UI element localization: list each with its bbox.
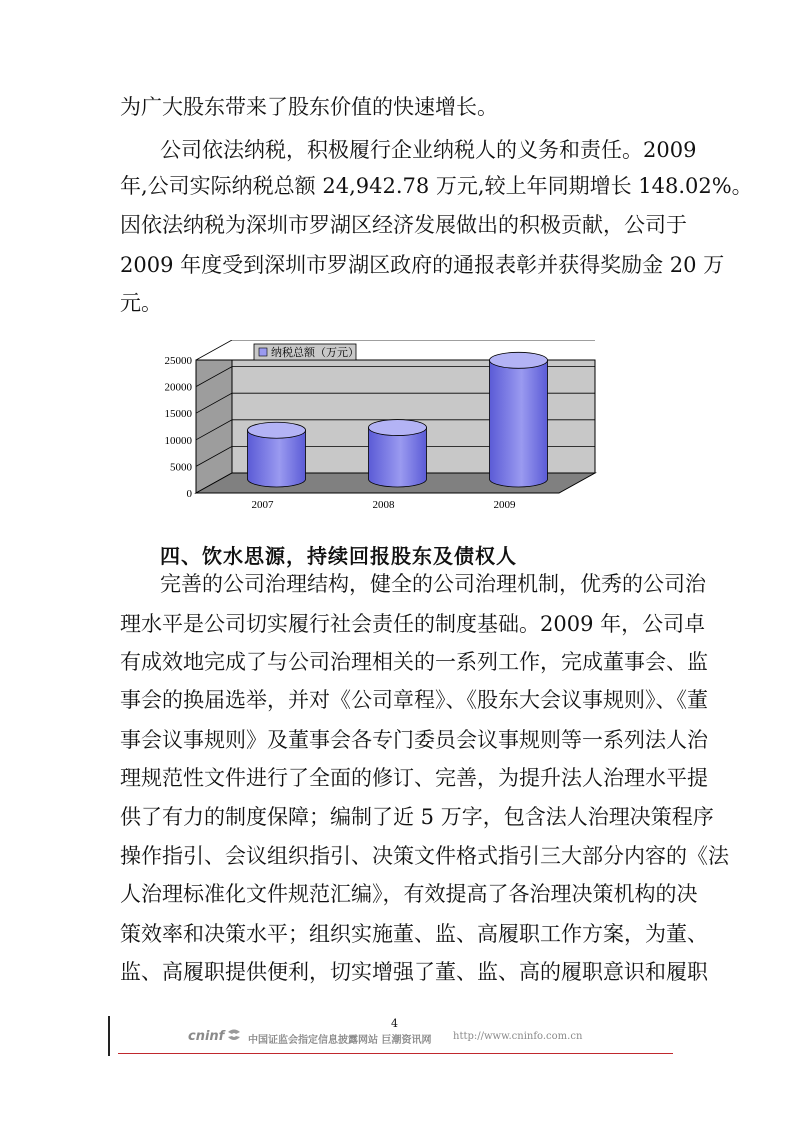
chart-bar (369, 420, 427, 487)
chart-bar-top (490, 352, 548, 368)
text-line: 有成效地完成了与公司治理相关的一系列工作，完成董事会、监 (120, 650, 708, 674)
chart-legend-label: 纳税总额（万元） (271, 346, 359, 359)
text-line: 为广大股东带来了股东价值的快速增长。 (120, 95, 498, 119)
footer-site-name: 中国证监会指定信息披露网站 巨潮资讯网 (248, 1035, 432, 1046)
text-line: 事会议事规则》及董事会各专门委员会议事规则等一系列法人治 (120, 728, 708, 752)
footer-vertical-rule (108, 1016, 110, 1056)
chart-bar-top (369, 420, 427, 436)
x-tick-label: 2009 (493, 499, 516, 511)
text-line: 策效率和决策水平；组织实施董、监、高履职工作方案，为董、 (120, 922, 708, 946)
chart-bar-body (369, 428, 427, 487)
y-tick-label: 20000 (164, 381, 192, 394)
text-line: 监、高履职提供便利，切实增强了董、监、高的履职意识和履职 (120, 960, 708, 984)
text-line: 元。 (120, 291, 162, 315)
y-tick-label: 5000 (170, 461, 192, 474)
text-line: 理水平是公司切实履行社会责任的制度基础。2009 年，公司卓 (120, 612, 706, 636)
chart-bar-body (248, 430, 306, 487)
text-line: 公司依法纳税，积极履行企业纳税人的义务和责任。2009 (160, 138, 697, 162)
y-tick-label: 25000 (164, 355, 192, 367)
chart-bar-top (248, 422, 306, 438)
chart-bar (248, 422, 306, 487)
footer-url[interactable]: http://www.cninfo.com.cn (453, 1031, 583, 1042)
text-line: 完善的公司治理结构，健全的公司治理机制，优秀的公司治 (160, 572, 706, 596)
text-line: 人治理标准化文件规范汇编》，有效提高了各治理决策机构的决 (120, 882, 698, 906)
tax-bar-chart (150, 340, 600, 520)
cninfo-logo-icon (226, 1027, 242, 1043)
y-tick-label: 0 (186, 488, 192, 500)
y-tick-label: 10000 (164, 434, 192, 447)
y-tick-label: 15000 (164, 408, 192, 421)
text-line: 供了有力的制度保障；编制了近 5 万字，包含法人治理决策程序 (120, 805, 714, 829)
chart-side-wall (196, 360, 232, 493)
chart-bar-body (490, 360, 548, 487)
section-heading: 四、饮水思源，持续回报股东及债权人 (160, 544, 517, 568)
x-tick-label: 2007 (251, 499, 274, 511)
chart-legend-swatch (259, 348, 267, 356)
cninfo-logo: cninf (188, 1029, 225, 1044)
footer-red-rule (118, 1053, 673, 1054)
x-tick-label: 2008 (372, 499, 395, 511)
chart-bar (490, 352, 548, 487)
text-line: 事会的换届选举，并对《公司章程》、《股东大会议事规则》、《董 (120, 688, 708, 712)
text-line: 年,公司实际纳税总额 24,942.78 万元,较上年同期增长 148.02%。 (120, 174, 753, 198)
text-line: 操作指引、会议组织指引、决策文件格式指引三大部分内容的《法 (120, 844, 729, 868)
text-line: 2009 年度受到深圳市罗湖区政府的通报表彰并获得奖励金 20 万 (120, 253, 725, 277)
page-number: 4 (391, 1017, 398, 1030)
text-line: 理规范性文件进行了全面的修订、完善，为提升法人治理水平提 (120, 766, 708, 790)
text-line: 因依法纳税为深圳市罗湖区经济发展做出的积极贡献，公司于 (120, 213, 687, 237)
